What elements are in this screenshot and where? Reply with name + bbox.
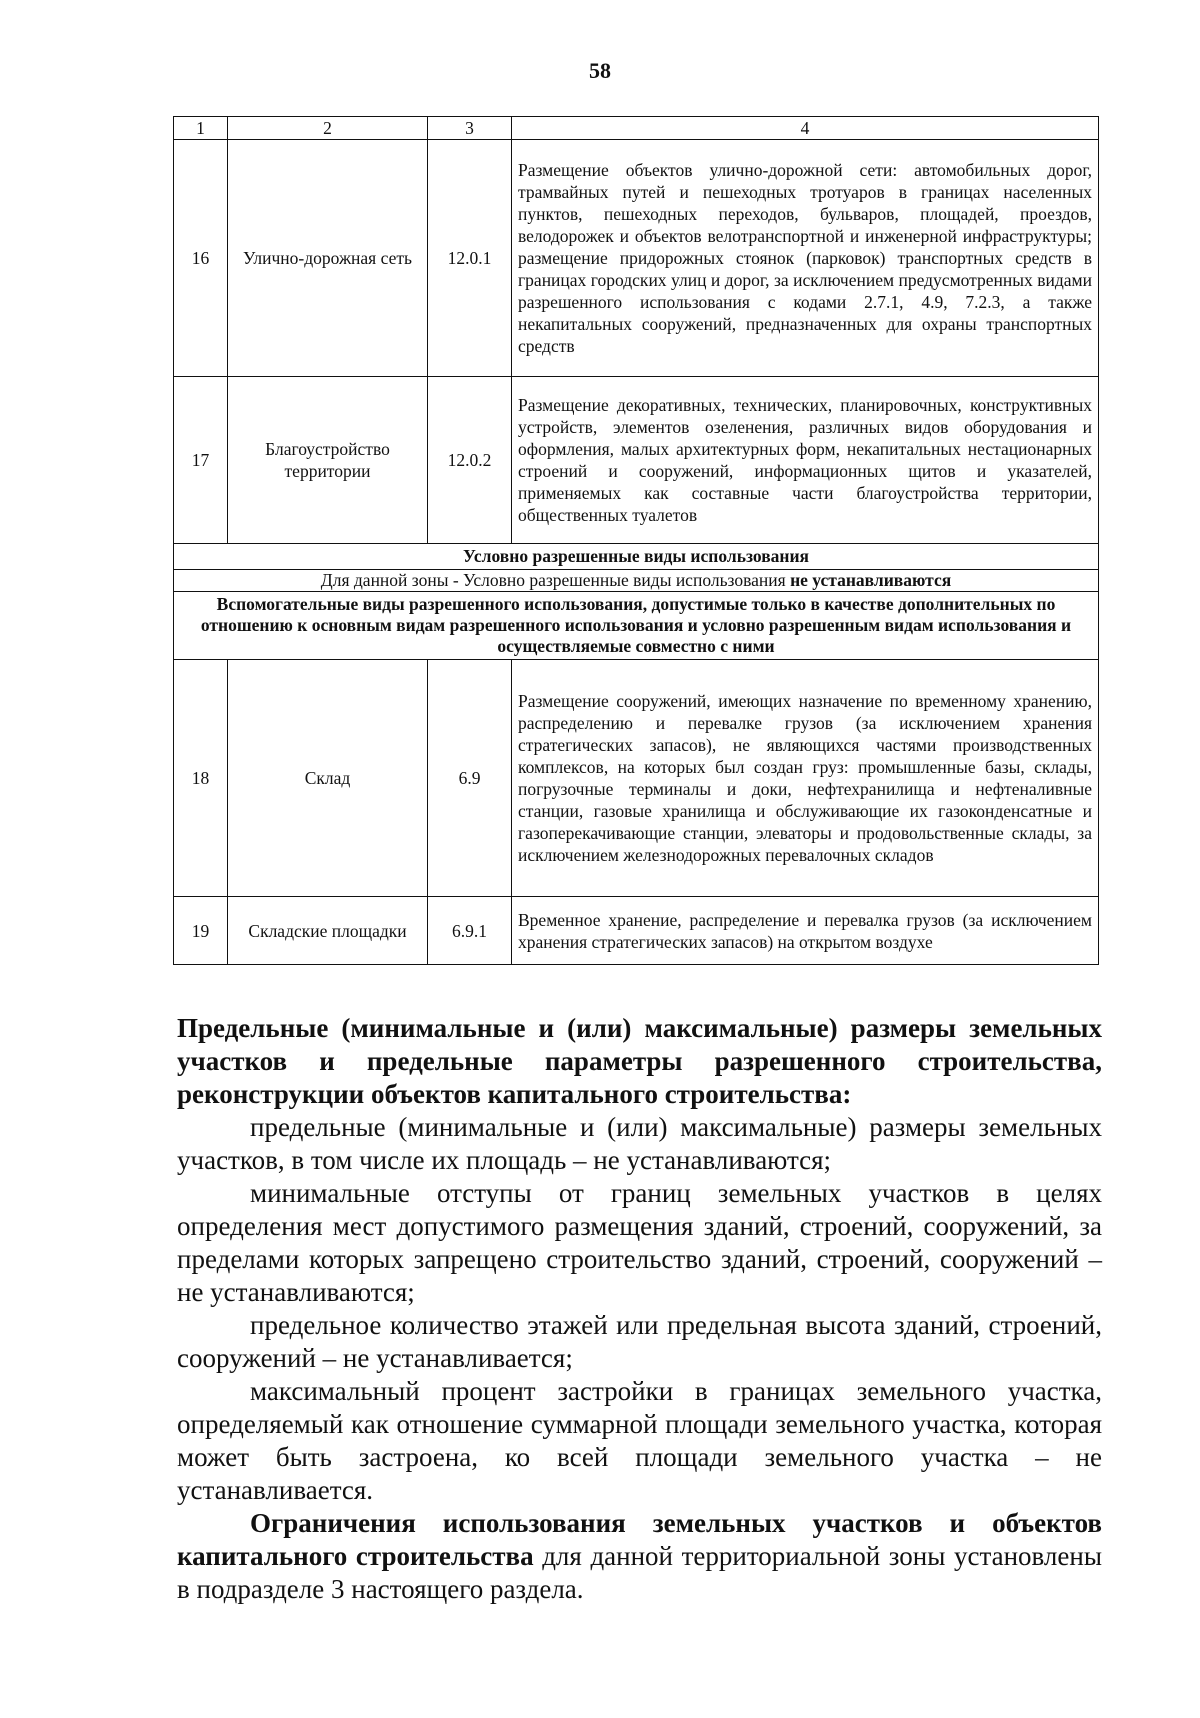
restrictions-rest: для данной территориальной зоны установлены в подразделе 3 настоящего раздела. [177, 1541, 1102, 1604]
row-number: 19 [174, 897, 228, 965]
page-number: 58 [589, 58, 611, 83]
table-row [174, 140, 1099, 377]
header-col-1: 1 [174, 117, 228, 140]
row-use-code: 12.0.1 [428, 140, 512, 377]
row-use-code: 6.9.1 [428, 897, 512, 965]
paragraph-coverage: максимальный процент застройки в границах земельного участка, определяемый как отношение суммарной площади земельного участка, которая может быть застроена, ко всей площади земельного участка – не устанавливается. [177, 1376, 1102, 1505]
row-use-name: Улично-дорожная сеть [228, 140, 428, 377]
paragraph-restrictions [177, 1507, 1102, 1606]
section-heading: Предельные (минимальные и (или) максимальные) размеры земельных участков и предельные параметры разрешенного строительства, реконструкции объектов капитального строительства: [177, 1013, 1102, 1109]
row-use-code: 6.9 [428, 660, 512, 897]
paragraph-setbacks: минимальные отступы от границ земельных участков в целях определения мест допустимого размещения зданий, строений, сооружений, за пределами которых запрещено строительство зданий, строений, сооружений – не устанавливаются; [177, 1178, 1102, 1307]
land-use-table [173, 116, 1099, 965]
conditional-note [174, 570, 1099, 592]
restrictions-bold: Ограничения использования земельных участков и объектов капитального строительства [177, 1508, 1102, 1571]
header-col-2: 2 [228, 117, 428, 140]
row-use-name: Склад [228, 660, 428, 897]
note-bold: не устанавливаются [790, 570, 952, 590]
row-use-description: Размещение объектов улично-дорожной сети: автомобильных дорог, трамвайных путей и пешеходных тротуаров в границах населенных пунктов, пешеходных переходов, бульваров, площадей, проездов, велодорожек и объектов велотранспортной и инженерной инфраструктуры; размещение придорожных стоянок (парковок) транспортных средств в границах городских улиц и дорог, за исключением предусмотренных видами разрешенного использования с кодами 2.7.1, 4.9, 7.2.3, а также некапитальных сооружений, предназначенных для охраны транспортных средств [512, 140, 1099, 377]
paragraph-floors: предельное количество этажей или предельная высота зданий, строений, сооружений – не устанавливается; [177, 1310, 1102, 1373]
row-number: 18 [174, 660, 228, 897]
table-row [174, 897, 1099, 965]
section-conditional-title: Условно разрешенные виды использования [174, 544, 1099, 570]
row-number: 17 [174, 377, 228, 544]
note-row [174, 570, 1099, 592]
table-row [174, 377, 1099, 544]
paragraph-plot-size: предельные (минимальные и (или) максимальные) размеры земельных участков, в том числе их площадь – не устанавливаются; [177, 1112, 1102, 1175]
row-use-name: Благоустройство территории [228, 377, 428, 544]
section-conditional-row [174, 544, 1099, 570]
header-col-4: 4 [512, 117, 1099, 140]
row-number: 16 [174, 140, 228, 377]
table-row [174, 660, 1099, 897]
section-auxiliary-row [174, 592, 1099, 660]
row-use-description: Временное хранение, распределение и перевалка грузов (за исключением хранения стратегических запасов) на открытом воздухе [512, 897, 1099, 965]
section-auxiliary-title: Вспомогательные виды разрешенного использования, допустимые только в качестве дополнительных по отношению к основным видам разрешенного использования и условно разрешенным видам использования и осуществляемые совместно с ними [174, 592, 1099, 660]
table-header-row [174, 117, 1099, 140]
row-use-description: Размещение декоративных, технических, планировочных, конструктивных устройств, элементов озеленения, различных видов оборудования и оформления, малых архитектурных форм, некапитальных нестационарных строений и сооружений, информационных щитов и указателей, применяемых как составные части благоустройства территории, общественных туалетов [512, 377, 1099, 544]
header-col-3: 3 [428, 117, 512, 140]
row-use-code: 12.0.2 [428, 377, 512, 544]
row-use-name: Складские площадки [228, 897, 428, 965]
body-text [177, 1012, 1102, 1606]
row-use-description: Размещение сооружений, имеющих назначение по временному хранению, распределению и перевалке грузов (за исключением хранения стратегических запасов), не являющихся частями производственных комплексов, на которых был создан груз: промышленные базы, склады, погрузочные терминалы и доки, нефтехранилища и нефтеналивные станции, газовые хранилища и обслуживающие их газоконденсатные и газоперекачивающие станции, элеваторы и продовольственные склады, за исключением железнодорожных перевалочных складов [512, 660, 1099, 897]
note-prefix: Для данной зоны - Условно разрешенные виды использования [320, 570, 791, 590]
